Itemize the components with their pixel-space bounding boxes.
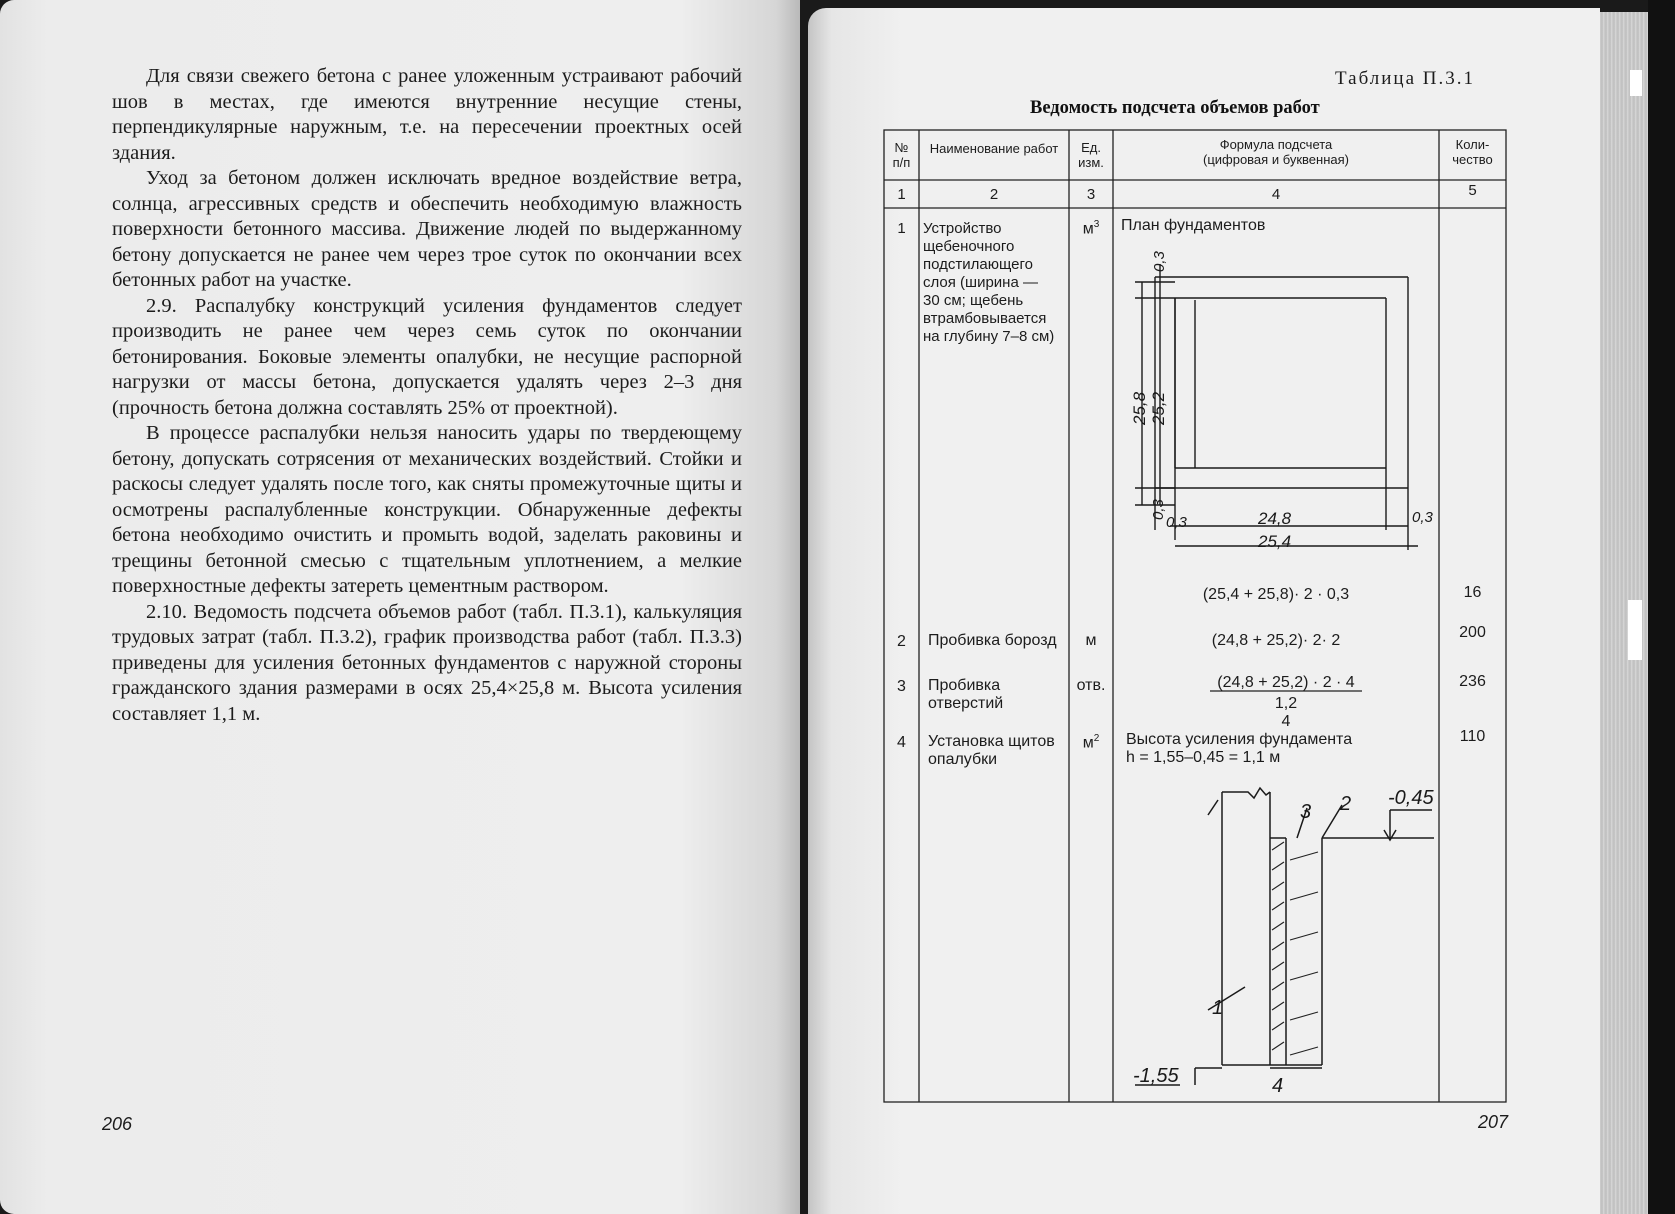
row-1-formula: (25,4 + 25,8)· 2 · 0,3 xyxy=(1202,586,1350,603)
row-1-unit-text: м xyxy=(1082,220,1094,238)
header-num-line: п/п xyxy=(892,155,911,170)
row-1-num: 1 xyxy=(897,220,906,237)
foundation-plan-drawing xyxy=(1135,264,1418,550)
plan-label-left-inner: 25,2 xyxy=(1149,391,1168,425)
header-unit-line: Ед. xyxy=(1081,140,1101,155)
header-unit-line: изм. xyxy=(1078,155,1104,170)
row-4-formula xyxy=(1126,731,1436,767)
row-2-name: Пробивка борозд xyxy=(928,632,1057,649)
header-formula xyxy=(1115,137,1437,167)
section-drawing xyxy=(1135,788,1434,1085)
row-1-name-line: щебеночного xyxy=(923,238,1015,255)
col-number: 3 xyxy=(1086,186,1096,203)
mark-1-label: 1 xyxy=(1212,997,1224,1019)
col-number: 5 xyxy=(1468,182,1477,199)
row-1-formula-caption: План фундаментов xyxy=(1121,217,1266,234)
paragraph: В процессе распалубки нельзя наносить удары по твердеющему бетону, допускать сотрясения от механических воздействий. Стойки и раскосы следует удалять после того, как сняты промежуточные щиты и осмотрены распалубленные конструкции. Обнаруженные дефекты бетона необходимо очистить и промыть водой, заделать раковины и трещины бетонной смесью с тщательным уплотнением, а мелкие поверхностные дефекты затереть цементным раствором. xyxy=(112,422,742,597)
col-number: 4 xyxy=(1271,186,1281,203)
plan-label-bottom-right: 0,3 xyxy=(1412,509,1433,526)
table-number: Таблица П.3.1 xyxy=(1335,68,1475,89)
paragraph: 2.9. Распалубку конструкций усиления фундаментов следует производить не ранее чем через семь суток по окончании бетонирования. Боковые элементы опалубки, не несущие распорной нагрузки от массы бетона, допускается удалять через 2–3 дня (прочность бетона должна составлять 25% от проектной). xyxy=(112,294,742,419)
col-number: 2 xyxy=(989,186,999,203)
row-4-formula-line: Высота усиления фундамента xyxy=(1126,731,1353,748)
plan-label-inner-width: 24,8 xyxy=(1258,509,1292,528)
plan-label-left-outer: 25,8 xyxy=(1130,391,1149,425)
row-2-num: 2 xyxy=(897,633,906,650)
row-1-unit-sup: 3 xyxy=(1093,219,1100,230)
header-unit xyxy=(1071,140,1111,170)
plan-label-top: 0,3 xyxy=(1151,251,1168,272)
level-top-label: -0,45 xyxy=(1388,787,1434,809)
row-3-name xyxy=(928,677,1068,713)
mark-3-label: 3 xyxy=(1300,801,1312,823)
row-4-name-line: опалубки xyxy=(928,751,998,768)
header-formula-line: Формула подсчета xyxy=(1219,137,1333,152)
row-4-unit-sup: 2 xyxy=(1093,733,1100,744)
row-4-name xyxy=(928,733,1068,769)
row-3-formula-extra: 4 xyxy=(1281,713,1291,730)
page-number-left: 206 xyxy=(102,1114,133,1134)
row-3-formula-numerator: (24,8 + 25,2) · 2 · 4 xyxy=(1217,674,1355,691)
paragraph: Уход за бетоном должен исключать вредное воздействие ветра, солнца, агрессивных средств и обеспечить необходимую влажность поверхности бетонного массива. Движение людей по выдержанному бетону допускается не ранее чем через трое суток по окончании всех бетонных работ на участке. xyxy=(112,167,742,291)
row-2-qty: 200 xyxy=(1459,624,1486,641)
header-qty-line: Коли- xyxy=(1455,137,1490,152)
level-bottom-label: -1,55 xyxy=(1133,1065,1179,1087)
row-1-name-line: 30 см; щебень xyxy=(923,292,1024,309)
page-number-right: 207 xyxy=(1478,1112,1509,1132)
row-4-name-line: Установка щитов xyxy=(928,733,1055,750)
row-1-name-line: втрамбовывается xyxy=(923,310,1047,327)
row-2-unit: м xyxy=(1085,632,1097,649)
plan-label-outer-width: 25,4 xyxy=(1258,532,1292,551)
paragraph: Для связи свежего бетона с ранее уложенным устраивают рабочий шов в местах, где имеются внутренние несущие стены, перпендикулярные наружным, т.е. на пересечении проектных осей здания. xyxy=(112,65,742,164)
row-4-num: 4 xyxy=(897,734,906,751)
table-title: Ведомость подсчета объемов работ xyxy=(1030,98,1320,118)
plan-label-bottom-left-h: 0,3 xyxy=(1166,514,1187,531)
row-3-name-line: отверстий xyxy=(928,695,1004,712)
row-2-formula: (24,8 + 25,2)· 2· 2 xyxy=(1211,632,1341,649)
row-3-num: 3 xyxy=(897,678,906,695)
row-1-unit xyxy=(1071,216,1111,238)
row-1-name-line: подстилающего xyxy=(923,256,1033,273)
row-1-qty: 16 xyxy=(1463,584,1482,601)
section-hatching xyxy=(1272,842,1318,1055)
header-num xyxy=(886,140,917,170)
row-3-unit: отв. xyxy=(1076,677,1106,694)
plan-label-bottom-left-v: 0,3 xyxy=(1150,499,1167,520)
row-4-unit xyxy=(1071,730,1111,752)
row-3-name-line: Пробивка xyxy=(928,677,1001,694)
row-1-name-line: на глубину 7–8 см) xyxy=(923,328,1055,345)
row-3-qty: 236 xyxy=(1459,673,1486,690)
row-3-formula-denominator: 1,2 xyxy=(1274,695,1298,712)
header-num-line: № xyxy=(894,140,909,155)
col-number: 1 xyxy=(897,186,906,203)
row-4-qty: 110 xyxy=(1459,728,1486,745)
paragraph: 2.10. Ведомость подсчета объемов работ (табл. П.3.1), калькуляция трудовых затрат (табл. П.3.2), график производства работ (табл. П.3.3) приведены для усиления бетонных фундаментов с наружной стороны гражданского здания размерами в осях 25,4×25,8 м. Высота усиления составляет 1,1 м. xyxy=(112,600,742,725)
header-name: Наименование работ xyxy=(929,141,1059,156)
row-1-name xyxy=(923,220,1073,346)
mark-4-label: 4 xyxy=(1272,1075,1284,1097)
header-qty xyxy=(1441,137,1504,167)
row-4-unit-text: м xyxy=(1082,734,1094,752)
header-qty-line: чество xyxy=(1452,152,1493,167)
row-1-name-line: Устройство xyxy=(923,220,1002,237)
mark-2-label: 2 xyxy=(1340,793,1352,815)
header-formula-line: (цифровая и буквенная) xyxy=(1202,152,1349,167)
row-4-formula-line: h = 1,55–0,45 = 1,1 м xyxy=(1126,749,1281,766)
row-1-name-line: слоя (ширина — xyxy=(923,274,1038,291)
